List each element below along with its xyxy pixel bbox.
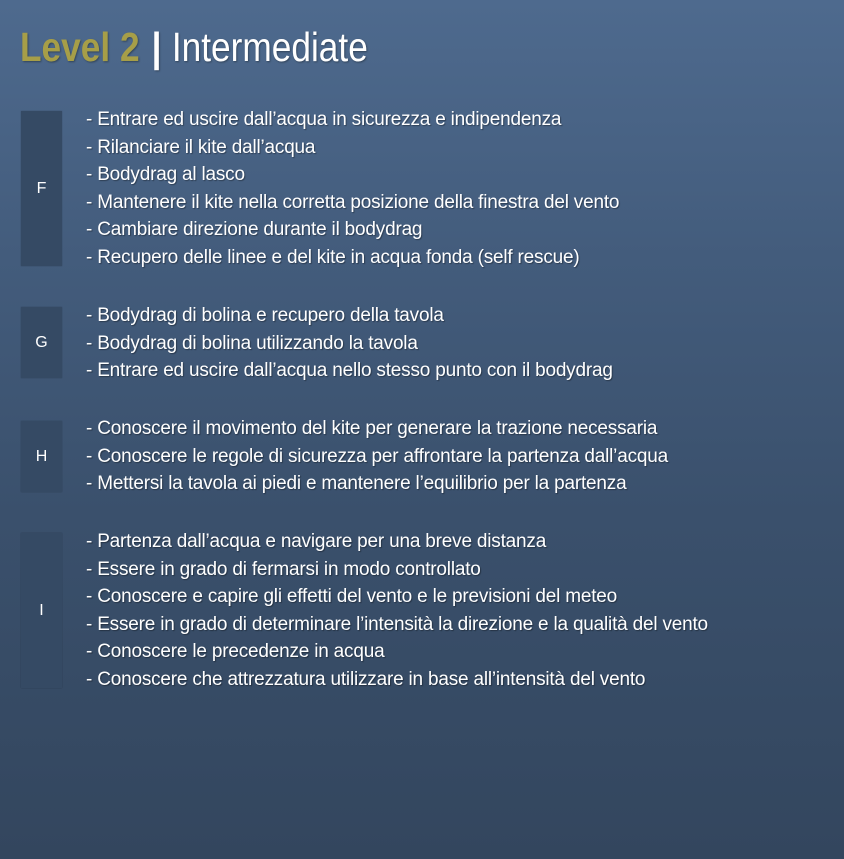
skill-list: [86, 106, 619, 271]
list-item: - Cambiare direzione durante il bodydrag: [86, 219, 423, 240]
skill-list: [86, 302, 613, 385]
list-item: - Partenza dall’acqua e navigare per una breve distanza: [86, 531, 547, 552]
section-badge: I: [21, 533, 62, 688]
section-badge: F: [21, 111, 62, 266]
page-title: [20, 22, 368, 72]
list-item: - Bodydrag di bolina e recupero della tavola: [86, 305, 444, 326]
section-badge: H: [21, 421, 62, 492]
list-item: - Conoscere che attrezzatura utilizzare in base all’intensità del vento: [86, 668, 646, 690]
list-item: - Recupero delle linee e del kite in acqua fonda (self rescue): [86, 246, 580, 268]
list-item: - Conoscere le regole di sicurezza per affrontare la partenza dall’acqua: [86, 445, 668, 467]
list-item: - Entrare ed uscire dall’acqua nello stesso punto con il bodydrag: [86, 360, 613, 381]
title-separator: |: [151, 23, 162, 70]
level-name: Intermediate: [171, 23, 368, 70]
list-item: - Mantenere il kite nella corretta posizione della finestra del vento: [86, 191, 620, 213]
list-item: - Entrare ed uscire dall’acqua in sicurezza e indipendenza: [86, 109, 562, 130]
list-item: - Bodydrag di bolina utilizzando la tavola: [86, 332, 418, 354]
section-badge: G: [21, 307, 62, 378]
list-item: - Conoscere il movimento del kite per generare la trazione necessaria: [86, 418, 658, 439]
level-label: Level 2: [20, 23, 140, 70]
skill-list: [86, 415, 668, 498]
list-item: - Essere in grado di fermarsi in modo controllato: [86, 558, 481, 580]
list-item: - Essere in grado di determinare l’intensità la direzione e la qualità del vento: [86, 613, 708, 635]
list-item: - Mettersi la tavola ai piedi e mantenere l’equilibrio per la partenza: [86, 473, 627, 494]
list-item: - Conoscere le precedenze in acqua: [86, 641, 385, 662]
skill-list: [86, 528, 708, 693]
list-item: - Bodydrag al lasco: [86, 164, 245, 185]
list-item: - Conoscere e capire gli effetti del vento e le previsioni del meteo: [86, 586, 618, 607]
list-item: - Rilanciare il kite dall’acqua: [86, 136, 316, 158]
